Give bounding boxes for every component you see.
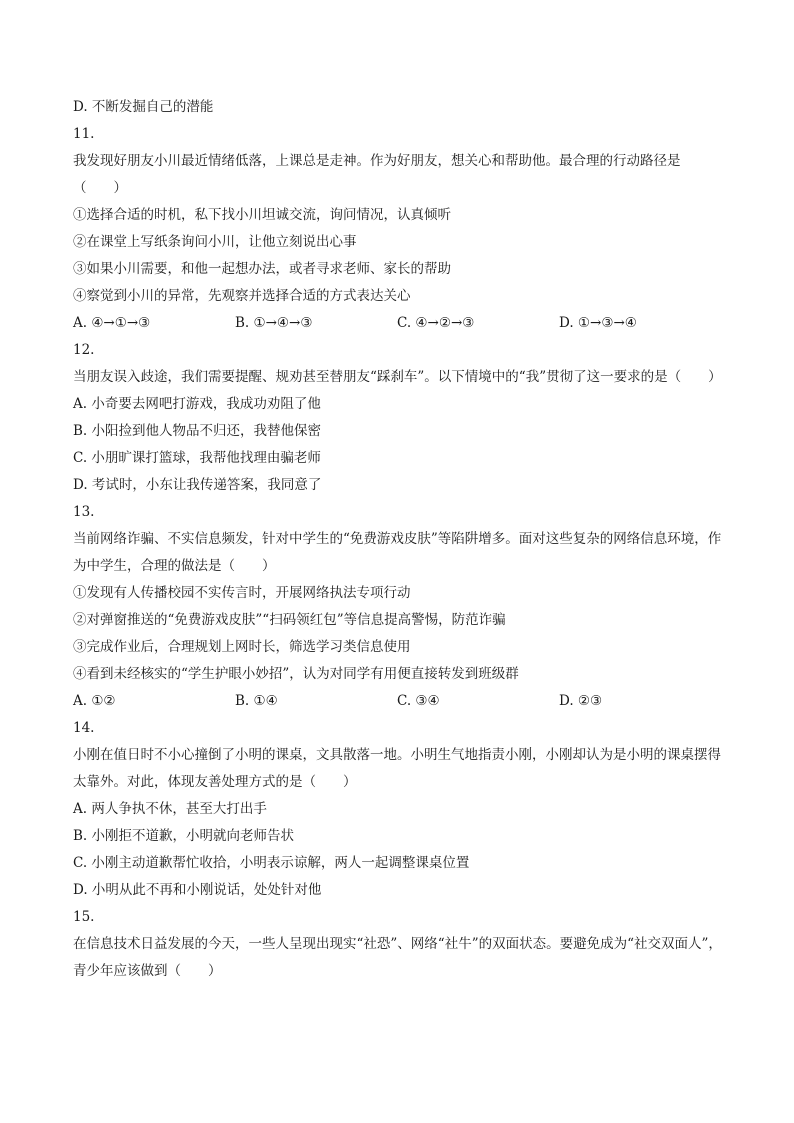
- q11-item-1: ①选择合适的时机，私下找小川坦诚交流，询问情况，认真倾听: [73, 207, 451, 223]
- q13-option-a: A. ①②: [73, 693, 116, 709]
- q11-option-d: D. ①→③→④: [559, 315, 637, 331]
- q13-option-b: B. ①④: [235, 693, 278, 709]
- q15-stem: 在信息技术日益发展的今天，一些人呈现出现实“社恐”、网络“社牛”的双面状态。要避免成为“社交双面人”，青少年应该做到（ ）: [73, 936, 722, 979]
- q11-option-c: C. ④→②→③: [397, 315, 475, 331]
- q13-item-2: ②对弹窗推送的“免费游戏皮肤”“扫码领红包”等信息提高警惕，防范诈骗: [73, 612, 506, 628]
- q13-option-c: C. ③④: [397, 693, 440, 709]
- q11-item-4: ④察觉到小川的异常，先观察并选择合适的方式表达关心: [73, 288, 411, 304]
- q11-option-b: B. ①→④→③: [235, 315, 313, 331]
- q12-stem: 当朋友误入歧途，我们需要提醒、规劝甚至替朋友“踩刹车”。以下情境中的“我”贯彻了这一要求的是（ ）: [73, 369, 722, 385]
- q12-option-a: A. 小奇要去网吧打游戏，我成功劝阻了他: [73, 396, 321, 412]
- q13-item-4: ④看到未经核实的“学生护眼小妙招”，认为对同学有用便直接转发到班级群: [73, 666, 519, 682]
- q12-option-b: B. 小阳捡到他人物品不归还，我替他保密: [73, 423, 322, 439]
- q13-option-d: D. ②③: [559, 693, 603, 709]
- q12-option-d: D. 考试时，小东让我传递答案，我同意了: [73, 477, 322, 493]
- q15-number: 15.: [73, 909, 95, 925]
- q11-stem: 我发现好朋友小川最近情绪低落，上课总是走神。作为好朋友，想关心和帮助他。最合理的行动路径是（ ）: [73, 153, 681, 196]
- q11-item-2: ②在课堂上写纸条询问小川，让他立刻说出心事: [73, 234, 357, 250]
- q13-number: 13.: [73, 504, 95, 520]
- q13-item-3: ③完成作业后，合理规划上网时长，筛选学习类信息使用: [73, 639, 411, 655]
- q14-option-c: C. 小刚主动道歉帮忙收拾，小明表示谅解，两人一起调整课桌位置: [73, 855, 470, 871]
- q14-number: 14.: [73, 720, 95, 736]
- q11-number: 11.: [73, 126, 95, 142]
- q11-item-3: ③如果小川需要，和他一起想办法，或者寻求老师、家长的帮助: [73, 261, 451, 277]
- q11-option-a: A. ④→①→③: [73, 315, 151, 331]
- q12-number: 12.: [73, 342, 95, 358]
- q13-item-1: ①发现有人传播校园不实传言时，开展网络执法专项行动: [73, 585, 411, 601]
- q14-stem: 小刚在值日时不小心撞倒了小明的课桌，文具散落一地。小明生气地指责小刚，小刚却认为是小明的课桌摆得太靠外。对此，体现友善处理方式的是（ ）: [73, 747, 721, 790]
- q10-option-d: D. 不断发掘自己的潜能: [73, 99, 214, 115]
- q14-option-d: D. 小明从此不再和小刚说话，处处针对他: [73, 882, 322, 898]
- q11-options: [73, 310, 723, 337]
- q13-options: [73, 688, 723, 715]
- q14-option-b: B. 小刚拒不道歉，小明就向老师告状: [73, 828, 295, 844]
- question-list: [73, 94, 723, 985]
- q14-option-a: A. 两人争执不休，甚至大打出手: [73, 801, 267, 817]
- q13-stem: 当前网络诈骗、不实信息频发，针对中学生的“免费游戏皮肤”等陷阱增多。面对这些复杂的网络信息环境，作为中学生，合理的做法是（ ）: [73, 531, 722, 574]
- q12-option-c: C. 小朋旷课打篮球，我帮他找理由骗老师: [73, 450, 321, 466]
